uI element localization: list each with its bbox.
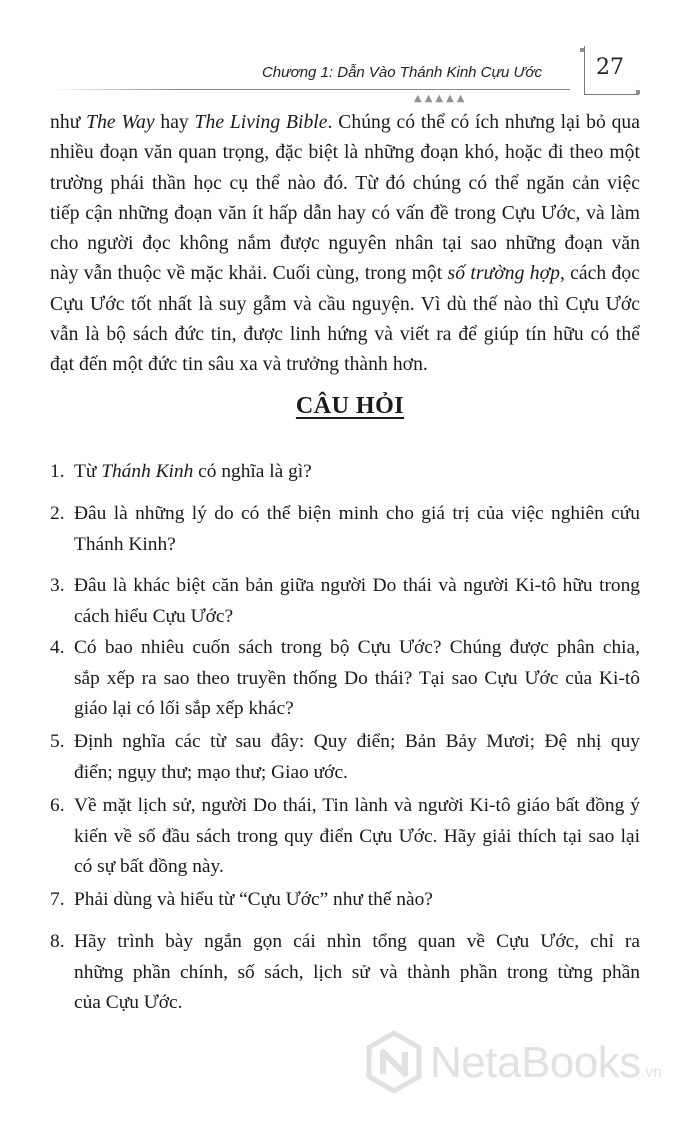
question-item [50,885,640,916]
text-run: Đâu là khác biệt căn bản giữa người Do thái và người Ki-tô hữu trong [74,575,640,596]
question-item [50,927,640,1019]
watermark-text [430,1038,662,1088]
body-paragraph [50,108,640,381]
page-number: 27 [596,55,624,80]
question-item [50,571,640,632]
text-run: Cựu Ước tốt nhất là suy gẫm và cầu nguyện. Vì dù thế nào thì Cựu Ước [50,293,640,315]
question-line [74,885,640,916]
text-run: . Chúng có thể có ích nhưng lại bỏ qua [327,112,641,133]
question-number: 1. [50,461,65,482]
question-number: 2. [50,503,65,524]
text-run: Có bao nhiêu cuốn sách trong bộ Cựu Ước? Chúng được phân chia, [74,637,640,658]
question-text [74,633,640,725]
question-line [74,927,640,958]
text-run: có sự bất đồng này. [74,856,224,877]
question-line [74,602,640,633]
text-run: tiếp cận những đoạn văn ít hấp dẫn hay có vấn đề trong Cựu Ước, và làm [50,202,640,224]
paragraph-line [50,320,640,350]
question-line [74,694,640,725]
italic-text-run: The Way [86,112,155,133]
text-run: , cách đọc [559,263,640,285]
watermark-suffix: .vn [640,1064,663,1081]
text-run: Phải dùng và hiểu từ “Cựu Ước” như thế nào? [74,889,433,910]
text-run: như [50,112,87,133]
question-line [74,988,640,1019]
netabooks-logo-icon [362,1030,426,1094]
paragraph-line [50,229,640,259]
question-item [50,633,640,725]
text-run: đạt đến một đức tin sâu xa và trưởng thành hơn. [50,354,428,376]
question-text [74,499,640,560]
question-number: 7. [50,889,65,910]
text-run: Về mặt lịch sử, người Do thái, Tin lành và người Ki-tô giáo bất đồng ý [74,795,640,816]
publisher-watermark [362,1030,692,1100]
italic-text-run: Thánh Kinh [101,461,194,482]
paragraph-line [50,290,640,320]
text-run: Từ [74,461,102,482]
text-run: Đâu là những lý do có thể biện minh cho giá trị của việc nghiên cứu [74,503,640,524]
paragraph-line [50,259,640,289]
question-line [74,633,640,664]
question-line [74,664,640,695]
question-line [74,822,640,853]
text-run: kiến về số đầu sách trong quy điển Cựu Ước. Hãy giải thích tại sao lại [74,825,640,847]
question-line [74,571,640,602]
question-number: 5. [50,731,65,752]
question-item [50,499,640,560]
text-run: những phần chính, số sách, lịch sử và thành phần trong từng phần [74,961,640,983]
question-number: 3. [50,575,65,596]
question-item [50,791,640,883]
header-ornament: ▲▲▲▲▲ [414,93,468,104]
text-run: sắp xếp ra sao theo truyền thống Do thái? Tại sao Cựu Ước của Ki-tô [74,667,640,689]
text-run: giáo lại có lối sắp xếp khác? [74,698,294,719]
paragraph-line [50,108,640,138]
question-line [74,457,640,488]
text-run: điển; ngụy thư; mạo thư; Giao ước. [74,761,348,783]
question-number: 4. [50,637,65,658]
question-item [50,457,640,488]
section-heading: CÂU HỎI [295,393,405,419]
text-run: trường phái thần học cụ thể nào đó. Từ đó chúng có thể ngăn cản việc [50,172,640,194]
question-text [74,457,640,488]
question-text [74,727,640,788]
question-line [74,530,640,561]
text-run: cách hiểu Cựu Ước? [74,605,234,627]
question-line [74,499,640,530]
question-text [74,791,640,883]
question-line [74,958,640,989]
paragraph-line [50,350,640,380]
header-rule [50,89,470,90]
text-run: vẫn là bộ sách đức tin, được linh hứng và viết ra để giúp tín hữu có thể [50,324,640,346]
question-line [74,727,640,758]
question-line [74,758,640,789]
text-run: của Cựu Ước. [74,992,183,1013]
italic-text-run: The Living Bible [194,112,328,133]
question-text [74,885,640,916]
text-run: có nghĩa là gì? [193,461,312,482]
question-line [74,791,640,822]
question-number: 8. [50,931,65,952]
text-run: cho người đọc không nắm được nguyên nhân tại sao những đoạn văn [50,233,640,255]
frame-dot-top [580,48,584,52]
text-run: nhiều đoạn văn quan trọng, đặc biệt là những đoạn khó, hoặc đi theo một [50,142,640,164]
question-text [74,571,640,632]
watermark-brand: NetaBooks [430,1038,641,1087]
paragraph-line [50,199,640,229]
text-run: này vẫn thuộc về mặc khải. Cuối cùng, trong một [50,263,448,285]
text-run: Hãy trình bày ngắn gọn cái nhìn tổng quan về Cựu Ước, chỉ ra [74,931,640,952]
question-line [74,852,640,883]
paragraph-line [50,138,640,168]
text-run: Thánh Kinh? [74,533,176,555]
text-run: Định nghĩa các từ sau đây: Quy điển; Bản Bảy Mươi; Đệ nhị quy [74,731,640,752]
italic-text-run: số trường hợp [447,263,560,285]
question-item [50,727,640,788]
header-rule-right [470,89,570,90]
question-number: 6. [50,795,65,816]
running-head: Chương 1: Dẫn Vào Thánh Kinh Cựu Ước [261,64,542,81]
text-run: hay [154,112,195,133]
paragraph-line [50,169,640,199]
question-text [74,927,640,1019]
frame-dot-bottom [636,90,640,94]
